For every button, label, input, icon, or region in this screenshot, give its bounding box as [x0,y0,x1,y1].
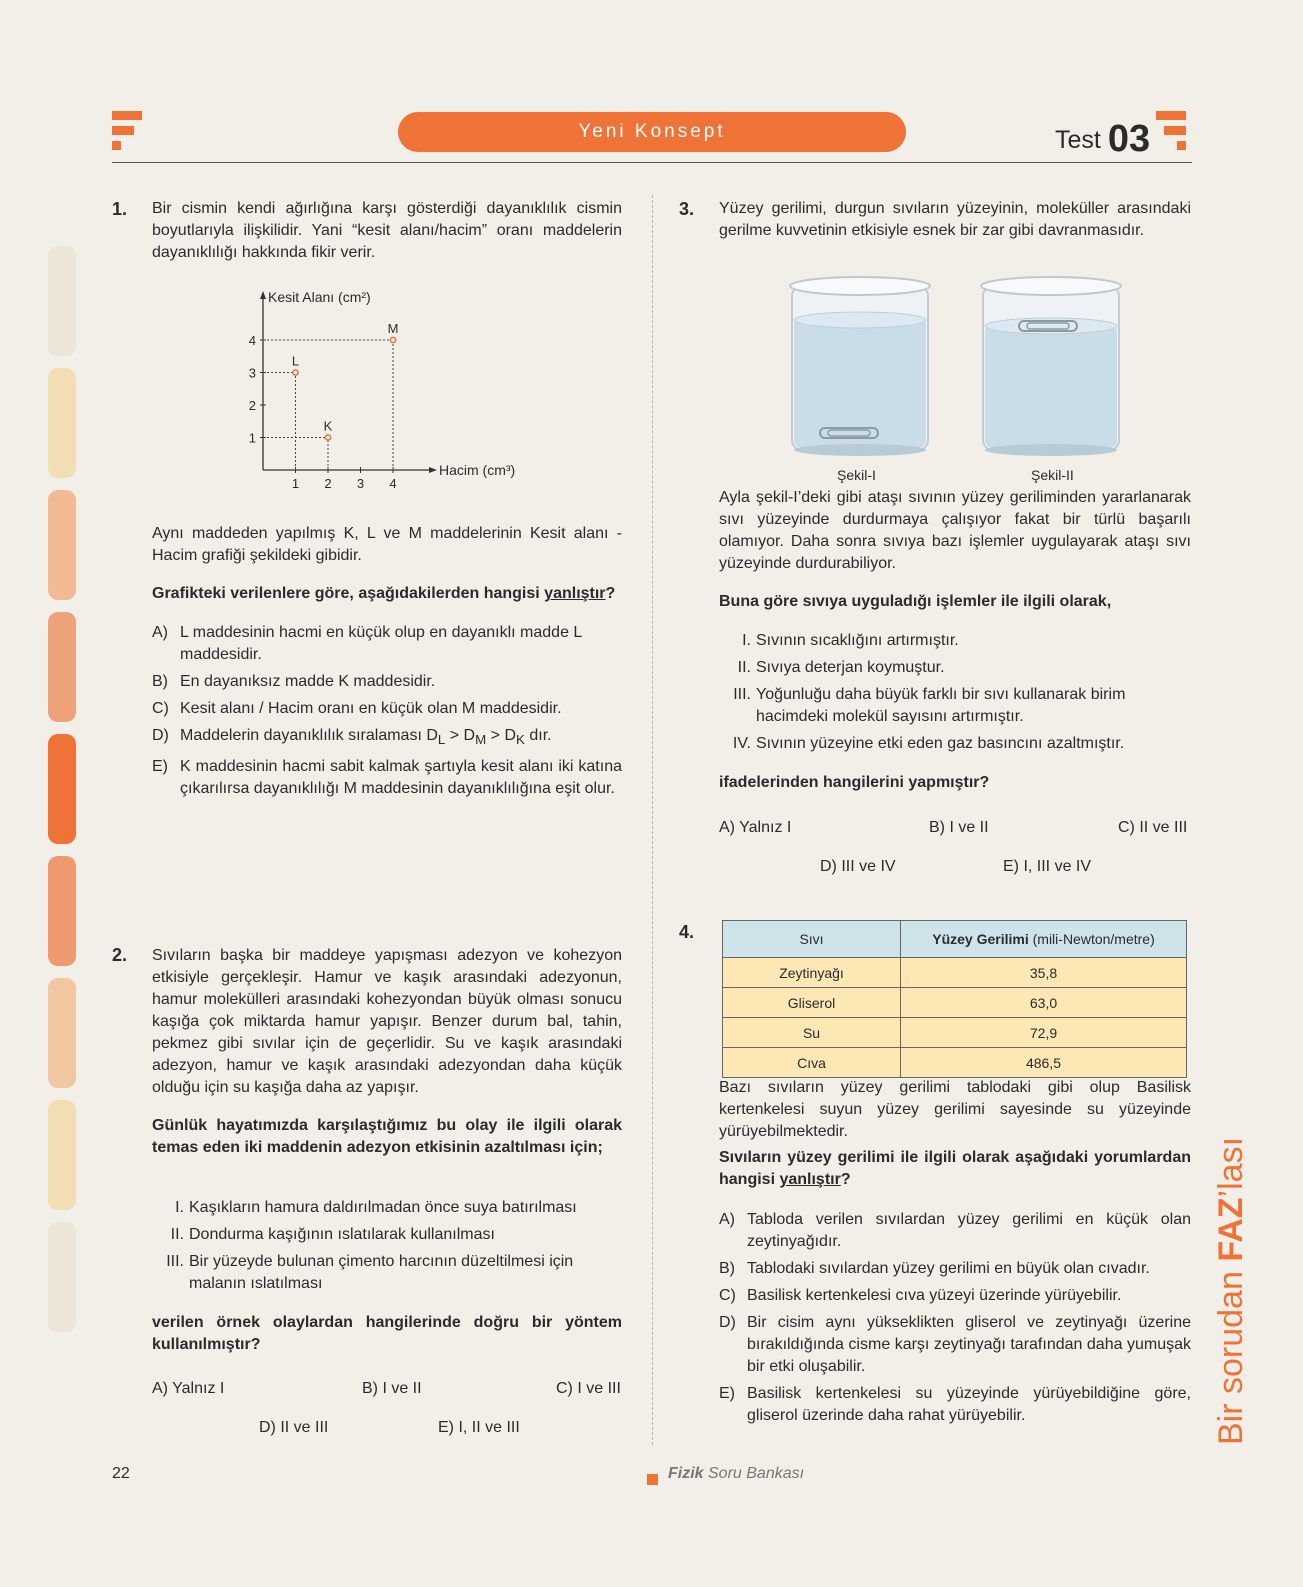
q4-option-e[interactable]: E) Basilisk kertenkelesi su yüzeyinde yürüyebildiğine göre, gliserol üzerinde daha rahat yürüyebilir. [719,1385,1191,1424]
q3-figure-2-label: Şekil-II [1031,467,1074,483]
q3-answer-b[interactable]: B) I ve II [929,819,989,836]
q3-answer-d[interactable]: D) III ve IV [820,858,896,875]
q2-answer-d[interactable]: D) II ve III [259,1419,329,1436]
q2-question: Günlük hayatımızda karşılaştığımız bu olay ile ilgili olarak temas eden iki maddenin adezyon etkisinin azaltılması için; [152,1117,622,1156]
q3-items [719,630,1191,755]
q1-after-chart: Aynı maddeden yapılmış K, L ve M maddelerinin Kesit alanı - Hacim grafiği şekildeki gibidir. [152,525,622,564]
q2-intro: Sıvıların başka bir maddeye yapışması adezyon ve kohezyon etkisiyle gerçekleşir. Hamur ve kaşık arasındaki adezyonun, hamur molekülleri arasındaki kohezyondan büyük olması sonucu kaşığa çok miktarda hamur yapışır. Benzer durum bal, tahin, pekmez gibi sıvılar için de geçerlidir. Su ve kaşık arasındaki adezyon, hamur ve kaşık arasındaki adezyondan daha küçük olduğu için su kaşığa daha az yapışır. [152,947,622,1096]
footer-square-icon [647,1474,658,1485]
data-point-L [293,370,298,375]
q4-intro: Bazı sıvıların yüzey gerilimi tablodaki gibi olup Basilisk kertenkelesi suyun yüzey gerilimi sayesinde su yüzeyinde yürüyebilmektedir. [719,1079,1191,1140]
q4-table [722,920,1187,1078]
q4-option-b[interactable]: B) Tablodaki sıvılardan yüzey gerilimi en büyük olan cıvadır. [719,1260,1150,1277]
q3-answer-a[interactable]: A) Yalnız I [719,819,792,836]
q1-chart [230,288,550,498]
q1-question: Grafikteki verilenlere göre, aşağıdakilerden hangisi yanlıştır? [152,585,616,602]
x-tick-label: 3 [356,476,365,491]
q4-options [719,1209,1191,1427]
q3-figure-1-beaker [784,274,936,456]
y-tick-label: 4 [248,333,256,348]
q3-after-figure: Ayla şekil-I’deki gibi ataşı sıvının yüzey geriliminden yararlanarak sıvı yüzeyinde durdurmaya çalışıyor fakat bir türlü başarılı olamıyor. Daha sonra sıvıya bazı işlemler uygulayarak ataşı sıvı yüzeyinde durdurabiliyor. [719,489,1191,572]
table-row: Zeytinyağı 35,8 [723,958,1187,988]
logo-right [1156,111,1186,151]
q3-intro: Yüzey gerilimi, durgun sıvıların yüzeyinin, moleküller arasındaki gerilme kuvvetinin etkisiyle esnek bir zar gibi davranmasıdır. [719,200,1191,239]
q3-question: Buna göre sıvıya uyguladığı işlemler ile ilgili olarak, [719,593,1112,610]
q2-answer-a[interactable]: A) Yalnız I [152,1380,225,1397]
x-axis-label: Hacim (cm³) [439,462,516,478]
q1-option-b[interactable]: B) En dayanıksız madde K maddesidir. [152,673,436,690]
series-title: Bir sorudan FAZ’lası [1212,1136,1250,1445]
q3-figure-1-label: Şekil-I [837,467,876,483]
x-tick-label: 4 [389,476,397,491]
header-rule [112,162,1192,163]
q3-answer-e[interactable]: E) I, III ve IV [1003,858,1092,875]
test-title: Test 03 [1055,118,1151,160]
q4-option-d[interactable]: D) Bir cisim aynı yükseklikten gliserol ve zeytinyağı üzerine bırakıldığında cisme karşı zeytinyağı tarafından daha yumuşak bir etki oluşabilir. [719,1314,1191,1375]
table-row: Cıva 486,5 [723,1048,1187,1078]
y-axis-arrow [260,291,266,299]
logo-left [112,111,142,151]
q1-options [152,622,622,800]
point-label-M: M [387,321,399,336]
q3-item-2: II. Sıvıya deterjan koymuştur. [737,659,945,676]
q1-intro: Bir cismin kendi ağırlığına karşı gösterdiği dayanıklılık cismin boyutlarıyla ilişkilidir. Yani “kesit alanı/hacim” oranı maddelerin dayanıklılığı hakkında fikir verir. [152,200,622,261]
q2-item-3: III. Bir yüzeyde bulunan çimento harcının düzeltilmesi için malanın ıslatılması [166,1253,574,1292]
point-label-K: K [323,418,333,434]
q3-number: 3. [679,199,695,219]
y-tick-label: 3 [248,365,256,381]
q1-number: 1. [112,199,128,219]
y-tick-label: 1 [248,430,256,446]
point-label-L: L [291,353,300,369]
q3-item-4: IV. Sıvının yüzeyine etki eden gaz basıncını azaltmıştır. [732,735,1125,752]
q2-items [152,1197,622,1295]
data-point-M [390,337,395,342]
q1-option-e[interactable]: E) K maddesinin hacmi sabit kalmak şartıyla kesit alanı iki katına çıkarılırsa dayanıklılığı M maddesinin dayanıklılığına eşit olur. [152,758,622,798]
y-axis-label: Kesit Alanı (cm²) [268,289,371,305]
data-point-K [325,435,330,440]
q3-figure-2-beaker [975,274,1127,456]
q1-option-c[interactable]: C) Kesit alanı / Hacim oranı en küçük olan M maddesidir. [152,700,562,717]
q3-question2: ifadelerinden hangilerini yapmıştır? [719,774,990,791]
banner: Yeni Konsept [398,112,906,152]
q2-answer-b[interactable]: B) I ve II [362,1380,422,1397]
q2-answer-e[interactable]: E) I, II ve III [438,1419,520,1436]
x-axis-arrow [429,467,437,473]
x-tick-label: 1 [291,476,300,491]
q3-answer-c[interactable]: C) II ve III [1118,819,1188,836]
q3-item-3: III. Yoğunluğu daha büyük farklı bir sıvı kullanarak birim hacimdeki molekül sayısını artırmıştır. [733,686,1126,725]
q4-question: Sıvıların yüzey gerilimi ile ilgili olarak aşağıdaki yorumlardan hangisi yanlıştır? [719,1149,1191,1188]
q4-number: 4. [679,922,695,942]
x-tick-label: 2 [324,476,332,491]
q4-option-c[interactable]: C) Basilisk kertenkelesi cıva yüzeyi üzerinde yürüyebilir. [719,1287,1122,1304]
page-number: 22 [112,1465,130,1482]
q4-table-header-tension: Yüzey Gerilimi (mili-Newton/metre) [901,921,1187,958]
table-row: Gliserol 63,0 [723,988,1187,1018]
q2-item-2: II. Dondurma kaşığının ıslatılarak kullanılması [170,1226,495,1243]
q2-number: 2. [112,945,128,965]
q2-item-1: I. Kaşıkların hamura daldırılmadan önce suya batırılması [175,1199,577,1216]
q4-table-header-liquid: Sıvı [723,921,901,958]
test-number: 03 [1107,118,1151,160]
q3-item-1: I. Sıvının sıcaklığını artırmıştır. [742,632,959,649]
book-title: Fizik Soru Bankası [668,1465,805,1482]
q2-answer-c[interactable]: C) I ve III [556,1380,621,1397]
q1-option-a[interactable]: A) L maddesinin hacmi en küçük olup en dayanıklı madde L maddesidir. [152,624,582,663]
q4-option-a[interactable]: A) Tabloda verilen sıvılardan yüzey gerilimi en küçük olan zeytinyağıdır. [719,1211,1191,1250]
q2-question2: verilen örnek olaylardan hangilerinde doğru bir yöntem kullanılmıştır? [152,1314,622,1353]
column-divider [652,195,653,1445]
table-row: Su 72,9 [723,1018,1187,1048]
q1-option-d[interactable]: D) Maddelerin dayanıklılık sıralaması $D_L > D_M > D_K$ dır. [152,727,552,748]
y-tick-label: 2 [248,398,256,413]
